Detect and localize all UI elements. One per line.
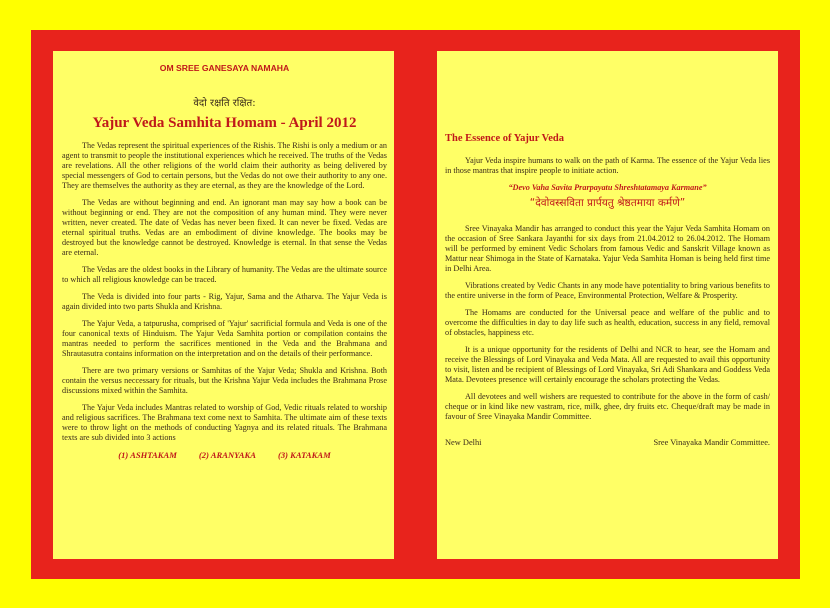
division-item: (1) ASHTAKAM [118, 450, 177, 460]
paragraph: Sree Vinayaka Mandir has arranged to conduct this year the Yajur Veda Samhita Homam on the occasion of Sree Sankara Jayanthi for six days from 21.04.2012 to 26.04.2012. The Homam will be performed by eminent Vedic Scholars from famous Vedic and Sanskrit Village known as Mattur near Shimoga in the State of Karnataka. Yajur Veda Samhita Homan is being held first time in Delhi Area. [445, 224, 770, 273]
paragraph: The Homams are conducted for the Universal peace and welfare of the public and to overcome the difficulties in day to day life such as health, education, success in any field, removal of obstacles, happiness etc. [445, 308, 770, 337]
brahmana-divisions [62, 450, 387, 460]
paragraph: The Vedas are without beginning and end. An ignorant man may say how a book can be without beginning or end. They are not the composition of any human mind. They were never written, never created. The date of Vedas has never been fixed. It can never be fixed. Vedas are eternal spiritual truths. Vedas are an embodiment of divine knowledge. The books may be destroyed but the knowledge cannot be destroyed. Knowledge is eternal. In that sense the Vedas are eternal. [62, 198, 387, 257]
signature: Sree Vinayaka Mandir Committee. [653, 438, 770, 447]
paragraph: There are two primary versions or Samhitas of the Yajur Veda; Shukla and Krishna. Both contain the versus neccessary for rituals, but the Krishna Yajur Veda includes the Brahmana Prose discussions mixed within the Samhita. [62, 366, 387, 395]
invocation: OM SREE GANESAYA NAMAHA [159, 63, 290, 73]
mantra-quote: “Devo Vaha Savita Prarpayatu Shreshtatamaya Karmane” [508, 183, 707, 192]
sanskrit-motto: वेदो रक्षति रक्षित: [193, 98, 256, 109]
section-heading: The Essence of Yajur Veda [445, 133, 565, 144]
paragraph: The Vedas are the oldest books in the Library of humanity. The Vedas are the ultimate source to which all religious knowledge can be traced. [62, 265, 387, 284]
paragraph: The Yajur Veda includes Mantras related to worship of God, Vedic rituals related to worship and religious sacrifices. The Brahmana text come next to Samhita. The ultimate aim of these texts were to throw light on the methods of conducting Yagnya and its related rituals. The Brahmana texts are sub divided into 3 actions [62, 403, 387, 442]
place: New Delhi [445, 438, 482, 447]
page-title: Yajur Veda Samhita Homam - April 2012 [92, 115, 357, 131]
paragraph: The Yajur Veda, a tatpurusha, comprised of 'Yajur' sacrificial formula and Veda is one of the four canonical texts of Hinduism. The Yajur Veda Samhita portion or compilation contains the mantras needed to perform the sacrifices mentioned in the Veda and the Brahmana and Shrautasutra contains information on the interpretation and on the details of their performance. [62, 319, 387, 358]
division-item: (2) ARANYAKA [198, 450, 256, 460]
mantra-sanskrit: “देवोवस्सविता प्रार्पयतु श्रेष्ठतमाया कर्मणे” [529, 197, 686, 209]
red-frame [31, 30, 800, 579]
left-page [53, 51, 394, 559]
right-page [437, 51, 778, 559]
paragraph: The Veda is divided into four parts - Rig, Yajur, Sama and the Atharva. The Yajur Veda is again divided into two parts Shukla and Krishna. [62, 292, 387, 311]
paragraph: Vibrations created by Vedic Chants in any mode have potentiality to bring various benefits to the entire universe in the form of Peace, Environmental Protection, Welfare & Prosperity. [445, 281, 770, 300]
paragraph: The Vedas represent the spiritual experiences of the Rishis. The Rishi is only a medium or an agent to transmit to people the institutional experiences which he received. The truths of the Vedas are revelations. All the other religions of the world claim their authority as being delivered by special messengers of God to certain persons, but the Vedas do not owe their authority to any one. They are themselves the authority as they are eternal, as they are the knowledge of the Lord. [62, 141, 387, 190]
paragraph: It is a unique opportunity for the residents of Delhi and NCR to hear, see the Homam and receive the Blessings of Lord Vinayaka and Veda Mata. All are requested to avail this opportunity to visit, listen and be recipient of Blessings of Lord Vinayaka, Sri Adi Shankara and Goddess Veda Mata. Devotees presence will certainly encourage the scholars protecting the Vedas. [445, 345, 770, 384]
footer [445, 438, 770, 447]
paragraph: All devotees and well wishers are requested to contribute for the above in the form of cash/ cheque or in kind like new vastram, rice, milk, ghee, dry fruits etc. Cheque/draft may be made in favour of Sree Vinayaka Mandir Committee. [445, 392, 770, 421]
paragraph: Yajur Veda inspire humans to walk on the path of Karma. The essence of the Yajur Veda lies in those mantras that inspire people to initiate action. [445, 156, 770, 175]
division-item: (3) KATAKAM [277, 450, 331, 460]
